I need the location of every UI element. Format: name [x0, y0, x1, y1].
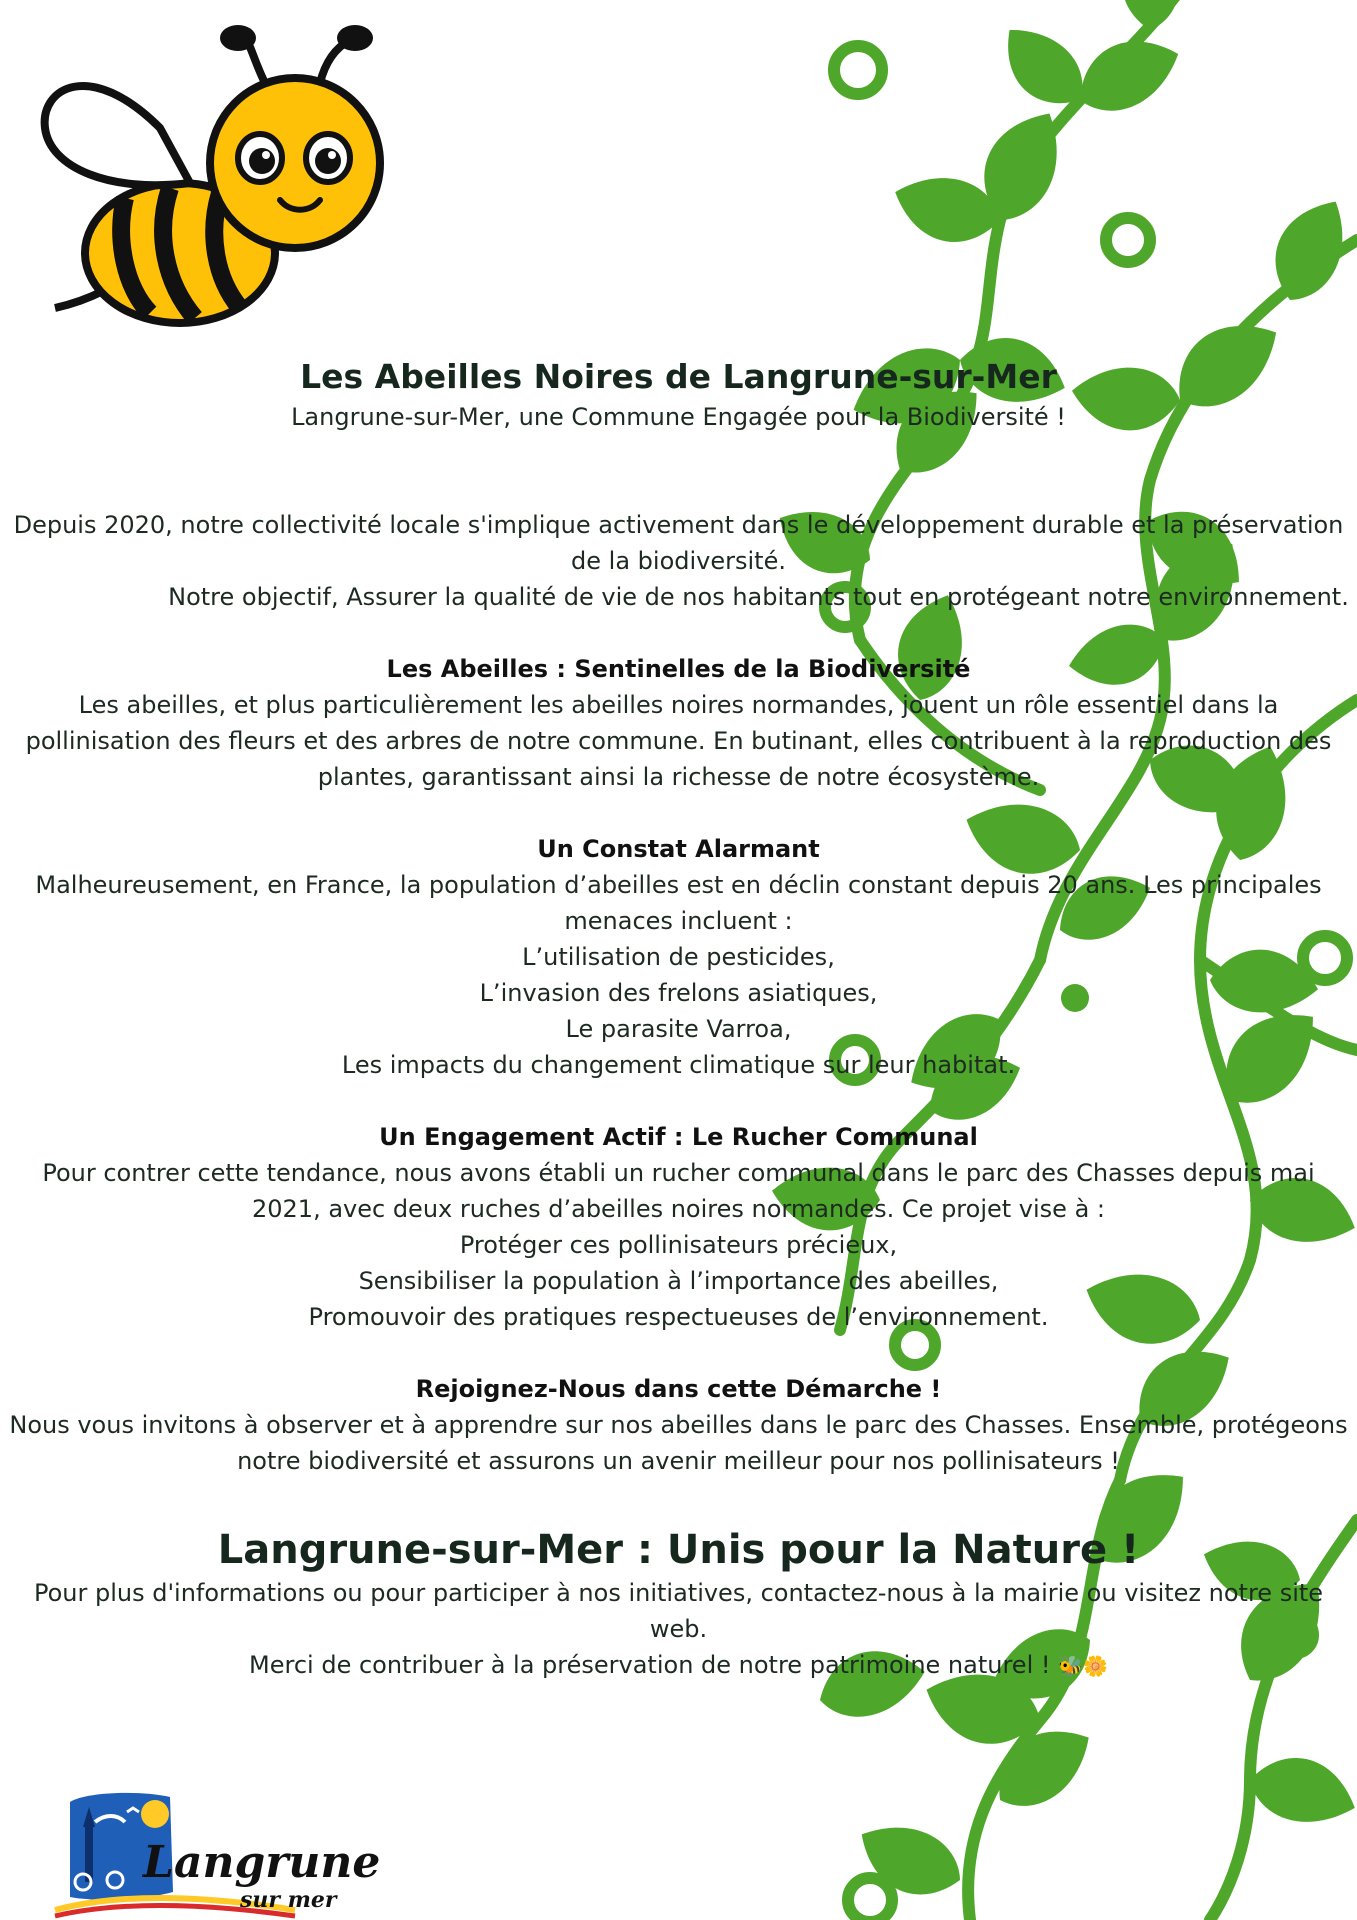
section-title-rejoignez: Rejoignez-Nous dans cette Démarche ! — [415, 1375, 942, 1403]
list-item: Promouvoir des pratiques respectueuses de l’environnement. — [308, 1303, 1049, 1331]
list-item: L’invasion des frelons asiatiques, — [479, 979, 878, 1007]
list-item: Protéger ces pollinisateurs précieux, — [459, 1231, 898, 1259]
intro-objective: Notre objectif, Assurer la qualité de vie de nos habitants tout en protégeant notre environnement. — [168, 583, 1349, 611]
section-text-rucher: Pour contrer cette tendance, nous avons établi un rucher communal dans le parc des Chasses depuis mai 2021, avec deux ruches d’abeilles noires normandes. Ce projet vise à : — [42, 1159, 1315, 1223]
section-text-rejoignez: Nous vous invitons à observer et à apprendre sur nos abeilles dans le parc des Chasses. Ensemble, protégeons notre biodiversité et assurons un avenir meilleur pour nos pollinisateurs ! — [9, 1411, 1348, 1475]
intro-text: Depuis 2020, notre collectivité locale s'implique activement dans le développement durable et la préservation de la biodiversité. — [13, 511, 1344, 575]
section-title-sentinelles: Les Abeilles : Sentinelles de la Biodiversité — [386, 655, 971, 683]
thanks-text: Merci de contribuer à la préservation de notre patrimoine naturel ! — [249, 1651, 1051, 1679]
section-title-rucher: Un Engagement Actif : Le Rucher Communal — [379, 1123, 978, 1151]
list-item: Les impacts du changement climatique sur leur habitat. — [341, 1051, 1016, 1079]
main-content — [0, 355, 1357, 1684]
list-item: Sensibiliser la population à l’importance des abeilles, — [358, 1267, 999, 1295]
section-text-constat: Malheureusement, en France, la population d’abeilles est en déclin constant depuis 20 ans. Les principales menaces incluent : — [35, 871, 1322, 935]
list-item: Le parasite Varroa, — [565, 1015, 792, 1043]
page-subtitle: Langrune-sur-Mer, une Commune Engagée pour la Biodiversité ! — [291, 403, 1066, 431]
list-item: L’utilisation de pesticides, — [522, 943, 835, 971]
langrune-logo — [55, 1782, 381, 1917]
section-title-constat: Un Constat Alarmant — [537, 835, 820, 863]
bee-flower-emoji: 🐝🌼 — [1058, 1654, 1108, 1678]
closing-thanks — [0, 1647, 1357, 1684]
logo-tagline: sur mer — [240, 1887, 337, 1913]
bee-illustration — [30, 18, 400, 338]
logo-name: Langrune — [143, 1837, 381, 1888]
section-text-sentinelles: Les abeilles, et plus particulièrement les abeilles noires normandes, jouent un rôle essentiel dans la pollinisation des fleurs et des arbres de notre commune. En butinant, elles contribuent à la reproduction des plantes, garantissant ainsi la richesse de notre écosystème. — [25, 691, 1332, 791]
closing-text: Pour plus d'informations ou pour participer à nos initiatives, contactez-nous à la mairie ou visitez notre site web. — [33, 1579, 1324, 1643]
closing-title: Langrune-sur-Mer : Unis pour la Nature ! — [217, 1527, 1140, 1573]
page-title: Les Abeilles Noires de Langrune-sur-Mer — [300, 357, 1057, 396]
